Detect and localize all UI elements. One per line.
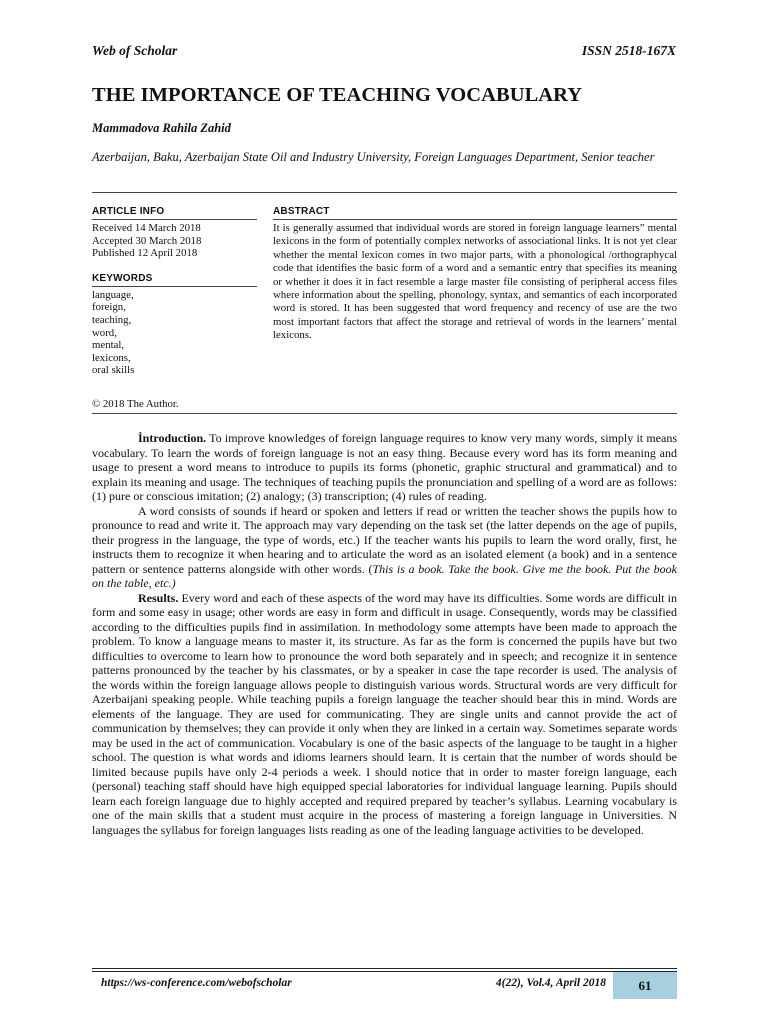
introduction-heading: İntroduction. <box>138 431 207 445</box>
keyword: language, <box>92 288 134 301</box>
abstract-heading: ABSTRACT <box>273 205 677 220</box>
top-divider <box>92 192 677 193</box>
paragraph-word-structure <box>92 504 677 591</box>
footer-rule <box>92 971 677 972</box>
keyword: teaching, <box>92 313 132 326</box>
published-date: Published 12 April 2018 <box>92 247 198 260</box>
abstract-text: It is generally assumed that individual words are stored in foreign language learners” mental lexicons in the form of potentially complex networks of associational links. It is not yet clear whether the mental lexicon comes in two major parts, with a phonological /orthographycal code that identifies the basic form of a word and a semantic entry that specifies its meaning or whether it does it in fact resemble a large master file consisting of peripheral access files where information about the spelling, phonology, syntax, and semantics of each incorporated word is stored. It has been suggested that word frequency and recency of use are the two most important factors that affect the storage and retrieval of words in the learners’ mental lexicons. <box>273 222 677 342</box>
results-heading: Results. <box>138 590 179 605</box>
introduction-text: To improve knowledges of foreign language requires to know very many words, simply it means vocabulary. To learn the words of foreign language is not an easy thing. Because every word has its form meaning and usage to present a word means to introduce to pupils its forms (phonetic, graphic structural and grammatical) and to explain its meaning and usage. The techniques of teaching pupils the pronunciation and spelling of a word are as follows: (1) pure or conscious imitation; (2) analogy; (3) transcription; (4) rules of reading. <box>92 431 677 503</box>
keyword: foreign, <box>92 301 126 314</box>
footer-rule <box>92 968 677 969</box>
example-sentences: This is a book. Take the book. Give me the book. Put the book on the table, etc.) <box>92 561 678 590</box>
accepted-date: Accepted 30 March 2018 <box>92 234 202 247</box>
paragraph-results <box>92 591 677 838</box>
keywords-list <box>92 289 257 377</box>
page-number: 61 <box>613 972 677 999</box>
keyword: lexicons, <box>92 351 131 364</box>
journal-name: Web of Scholar <box>92 43 178 58</box>
issn: ISSN 2518-167X <box>581 43 676 58</box>
copyright-notice: © 2018 The Author. <box>92 398 179 410</box>
article-title: THE IMPORTANCE OF TEACHING VOCABULARY <box>92 84 583 106</box>
keywords-heading: KEYWORDS <box>92 272 257 287</box>
abstract-column <box>273 205 677 343</box>
article-body <box>92 431 677 837</box>
results-text: Every word and each of these aspects of the word may have its difficulties. Some words are difficult in form and some easy in usage; other words are easy in form and difficult in usage. Consequently, words may be classified according to the difficulties pupils find in assimilation. In methodology some attempts have been made to approach the problem. To know a language means to master it, its structure. As far as the form is concerned the pupils have but two difficulties to overcome to learn how to pronounce the word both separately and in speech; and recognize it in sentence patterns pronounced by the teacher by his classmates, or by a speaker in case the tape recorder is used. The analysis of the words within the foreign language allows people to distinguish various words. Structural words are very difficult for Azerbaijani speaking people. While teaching pupils a foreign language the teacher should bear this in mind. Words are elements of the language. They are used for communicating. They are single units and cannot provide the act of communication by themselves; they can provide it only when they are linked in a certain way. Sometimes separate words may be used in the act of communication. Vocabulary is one of the basic aspects of the language to be taught in a higher school. The question is what words and idioms learners should learn. It is certain that the number of words should be limited because pupils have only 2-4 periods a week. I should notice that in order to master foreign language, each (personal) teaching staff should have high equipped special laboratories for individual language learning. Pupils should learn each foreign language due to highly accepted and required prepared by teacher’s syllabus. Learning vocabulary is one of the main skills that a student must acquire in the process of mastering a foreign language in Universities. N languages the syllabus for foreign languages lists reading as one of the leading language activities to be developed. <box>92 590 677 837</box>
journal-url-link[interactable]: https://ws-conference.com/webofscholar <box>101 977 292 989</box>
issue-info: 4(22), Vol.4, April 2018 <box>495 977 606 989</box>
article-dates <box>92 222 257 260</box>
paragraph-introduction <box>92 431 677 504</box>
author-affiliation: Azerbaijan, Baku, Azerbaijan State Oil and Industry University, Foreign Languages Department, Senior teacher <box>92 150 655 164</box>
keyword: mental, <box>92 339 125 352</box>
author-name: Mammadova Rahila Zahid <box>92 121 231 135</box>
received-date: Received 14 March 2018 <box>92 222 201 234</box>
keywords-block <box>92 272 257 377</box>
body-divider <box>92 413 677 414</box>
keyword: oral skills <box>92 364 135 377</box>
article-info-heading: ARTICLE INFO <box>92 205 257 220</box>
keyword: word, <box>92 326 117 339</box>
article-info-column <box>92 205 257 377</box>
word-structure-text: A word consists of sounds if heard or spoken and letters if read or written the teacher shows the pupils how to pronounce to read and write it. The approach may vary depending on the task set (the latter depends on the age of pupils, their progress in the language, the type of words, etc.) If the teacher wants his pupils to learn the word orally, first, he instructs them to recognize it when hearing and to articulate the word as an isolated element (a book) and in a sentence pattern or sentence patterns alongside with other words. ( <box>92 503 677 576</box>
